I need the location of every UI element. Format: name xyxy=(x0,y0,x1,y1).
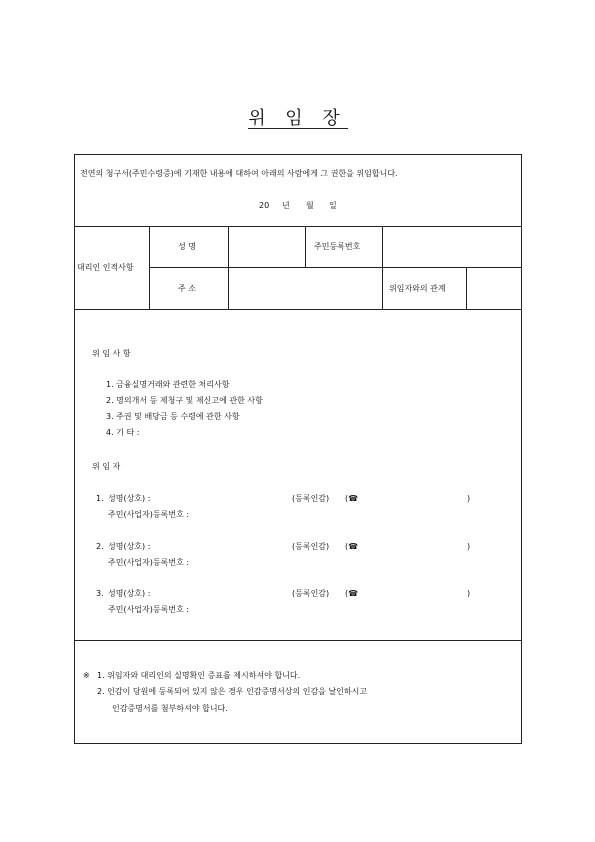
delegator-id-label: 주민(사업자)등록번호 : xyxy=(108,558,190,567)
phone-icon: (☎ xyxy=(345,589,359,598)
phone-close-paren: ) xyxy=(467,494,471,503)
date-year[interactable]: 년 xyxy=(282,201,290,210)
date-year-prefix: 20 xyxy=(259,201,270,210)
delegator-number: 3. xyxy=(96,589,104,598)
rule-notes-top xyxy=(74,640,522,641)
note-line: 인감증명서를 첨부하셔야 합니다. xyxy=(112,704,228,713)
agent-relation-label: 위임자와의 관계 xyxy=(389,284,446,293)
delegation-item: 4. 기 타 : xyxy=(106,428,140,437)
date-month[interactable]: 월 xyxy=(306,201,314,210)
agent-address-label: 주 소 xyxy=(178,284,196,293)
delegation-item: 1. 금융실명거래와 관련한 처리사항 xyxy=(106,380,230,389)
delegator-seal-label: (등록인감) xyxy=(292,589,330,598)
rule-statement-bottom xyxy=(74,226,522,227)
phone-icon: (☎ xyxy=(345,494,359,503)
agent-id-label: 주민등록번호 xyxy=(314,242,361,251)
delegator-id-label: 주민(사업자)등록번호 : xyxy=(108,605,190,614)
delegator-id-label: 주민(사업자)등록번호 : xyxy=(108,510,190,519)
delegator-seal-label: (등록인감) xyxy=(292,542,330,551)
note-line: 1. 위임자와 대리인의 실명확인 증표를 제시하셔야 합니다. xyxy=(97,671,301,680)
delegator-seal-label: (등록인감) xyxy=(292,494,330,503)
phone-close-paren: ) xyxy=(467,589,471,598)
note-line: 2. 인감이 당원에 등록되어 있지 않은 경우 인감증명서상의 인감을 날인하시고 xyxy=(97,687,368,696)
delegator-name-label: 성명(상호) : xyxy=(108,542,151,551)
form-frame xyxy=(74,154,522,744)
delegation-item: 3. 주권 및 배당금 등 수령에 관한 사항 xyxy=(106,412,240,421)
rule-agent-label-divider xyxy=(149,226,150,309)
delegator-name-label: 성명(상호) : xyxy=(108,494,151,503)
agent-section-label: 대리인 인적사항 xyxy=(77,263,134,272)
delegation-item: 2. 명의개서 등 제청구 및 제신고에 관한 사항 xyxy=(106,396,263,405)
rule-agent-relation-divider xyxy=(466,267,467,309)
rule-agent-id-divider xyxy=(382,226,383,309)
delegator-heading: 위 임 자 xyxy=(92,462,121,471)
phone-icon: (☎ xyxy=(345,542,359,551)
delegator-number: 2. xyxy=(96,542,104,551)
note-mark: ※ xyxy=(83,671,90,680)
document-title: 위 임 장 xyxy=(248,108,347,129)
title-underline xyxy=(248,128,348,129)
agent-name-label: 성 명 xyxy=(178,242,196,251)
rule-agent-bottom xyxy=(74,309,522,310)
rule-agent-value-divider xyxy=(228,226,229,309)
delegator-number: 1. xyxy=(96,494,104,503)
date-day[interactable]: 일 xyxy=(329,201,337,210)
rule-agent-name-end xyxy=(305,226,306,267)
phone-close-paren: ) xyxy=(467,542,471,551)
delegation-heading: 위 임 사 항 xyxy=(92,349,131,358)
delegation-statement: 전연의 청구서(주민수령증)에 기재한 내용에 대하여 아래의 사람에게 그 권한을 위임합니다. xyxy=(80,169,398,178)
delegator-name-label: 성명(상호) : xyxy=(108,589,151,598)
